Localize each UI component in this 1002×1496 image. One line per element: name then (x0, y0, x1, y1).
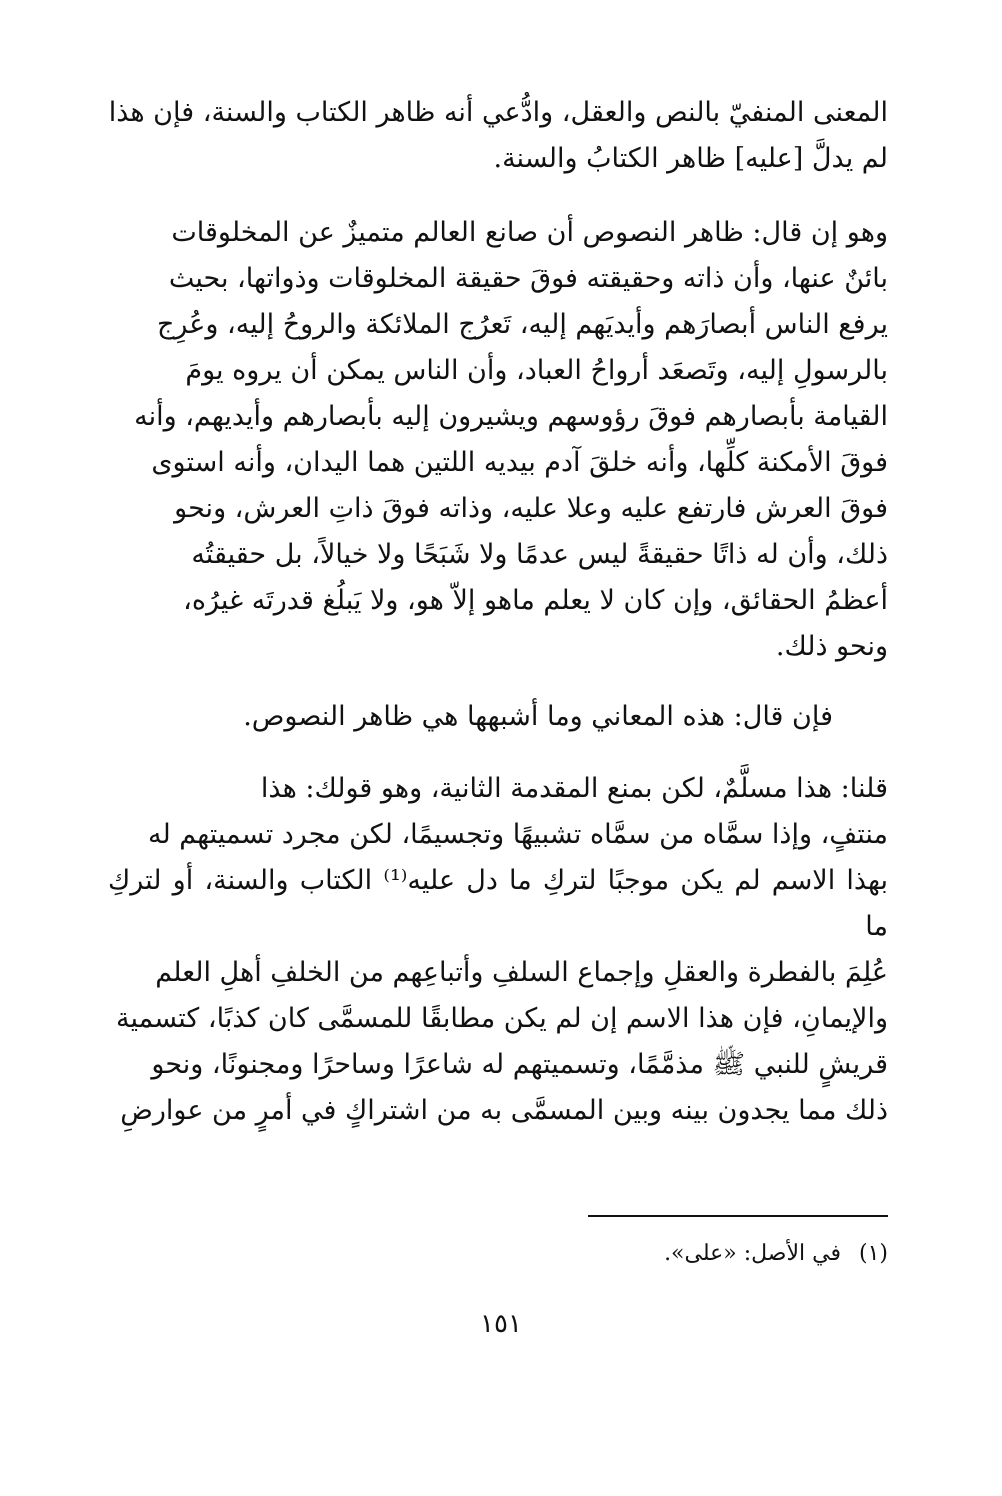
footnote (664, 1238, 888, 1270)
footnote-text: في الأصل: «على». (664, 1241, 841, 1266)
paragraph-4: قلنا: هذا مسلَّمٌ، لكن بمنع المقدمة الثانية، وهو قولك: هذا منتفٍ، وإذا سمَّاه من سمَّاه تشبيهًا وتجسيمًا، لكن مجرد تسميتهم له بهذا الاسم لم يكن موجبًا لتركِ ما دل عليه⁽¹⁾ الكتاب والسنة، أو لتركِ ما عُلِمَ بالفطرة والعقلِ وإجماع السلفِ وأتباعِهم من الخلفِ أهلِ العلم والإيمانِ، فإن هذا الاسم إن لم يكن مطابقًا للمسمَّى كان كذبًا، كتسمية قريشٍ للنبي ﷺ مذمَّمًا، وتسميتهم له شاعرًا وساحرًا ومجنونًا، ونحو ذلك مما يجدون بينه وبين المسمَّى به من اشتراكٍ في أمرٍ من عوارضِ (108, 773, 889, 1126)
paragraph-1: المعنى المنفيّ بالنص والعقل، وادُّعي أنه ظاهر الكتاب والسنة، فإن هذا لم يدلَّ [عليه] ظاهر الكتابُ والسنة. (108, 97, 888, 174)
footnote-number: (١) (858, 1241, 888, 1266)
footnote-divider (588, 1215, 888, 1217)
paragraph-3: فإن قال: هذه المعاني وما أشبهها هي ظاهر النصوص. (243, 701, 833, 732)
paragraph-2: وهو إن قال: ظاهر النصوص أن صانع العالم متميزٌ عن المخلوقات بائنٌ عنها، وأن ذاته وحقيقته فوقَ حقيقة المخلوقات وذواتها، بحيث يرفع الناس أبصارَهم وأيديَهم إليه، تَعرُج الملائكة والروحُ إليه، وعُرِج بالرسولِ إليه، وتَصعَد أرواحُ العباد، وأن الناس يمكن أن يروه يومَ القيامة بأبصارهم فوقَ رؤوسهم ويشيرون إليه بأبصارهم وأيديهم، وأنه فوقَ الأمكنة كلِّها، وأنه خلقَ آدم بيديه اللتين هما اليدان، وأنه استوى فوقَ العرش فارتفع عليه وعلا عليه، وذاته فوقَ ذاتِ العرش، ونحو ذلك، وأن له ذاتًا حقيقةً ليس عدمًا ولا شَبَحًا ولا خيالاً، بل حقيقتُه أعظمُ الحقائق، وإن كان لا يعلم ماهو إلاّ هو، ولا يَبلُغ قدرتَه غيرُه، ونحو ذلك. (134, 217, 888, 662)
page-body (108, 90, 888, 1134)
page-number: ١٥١ (480, 1309, 522, 1339)
